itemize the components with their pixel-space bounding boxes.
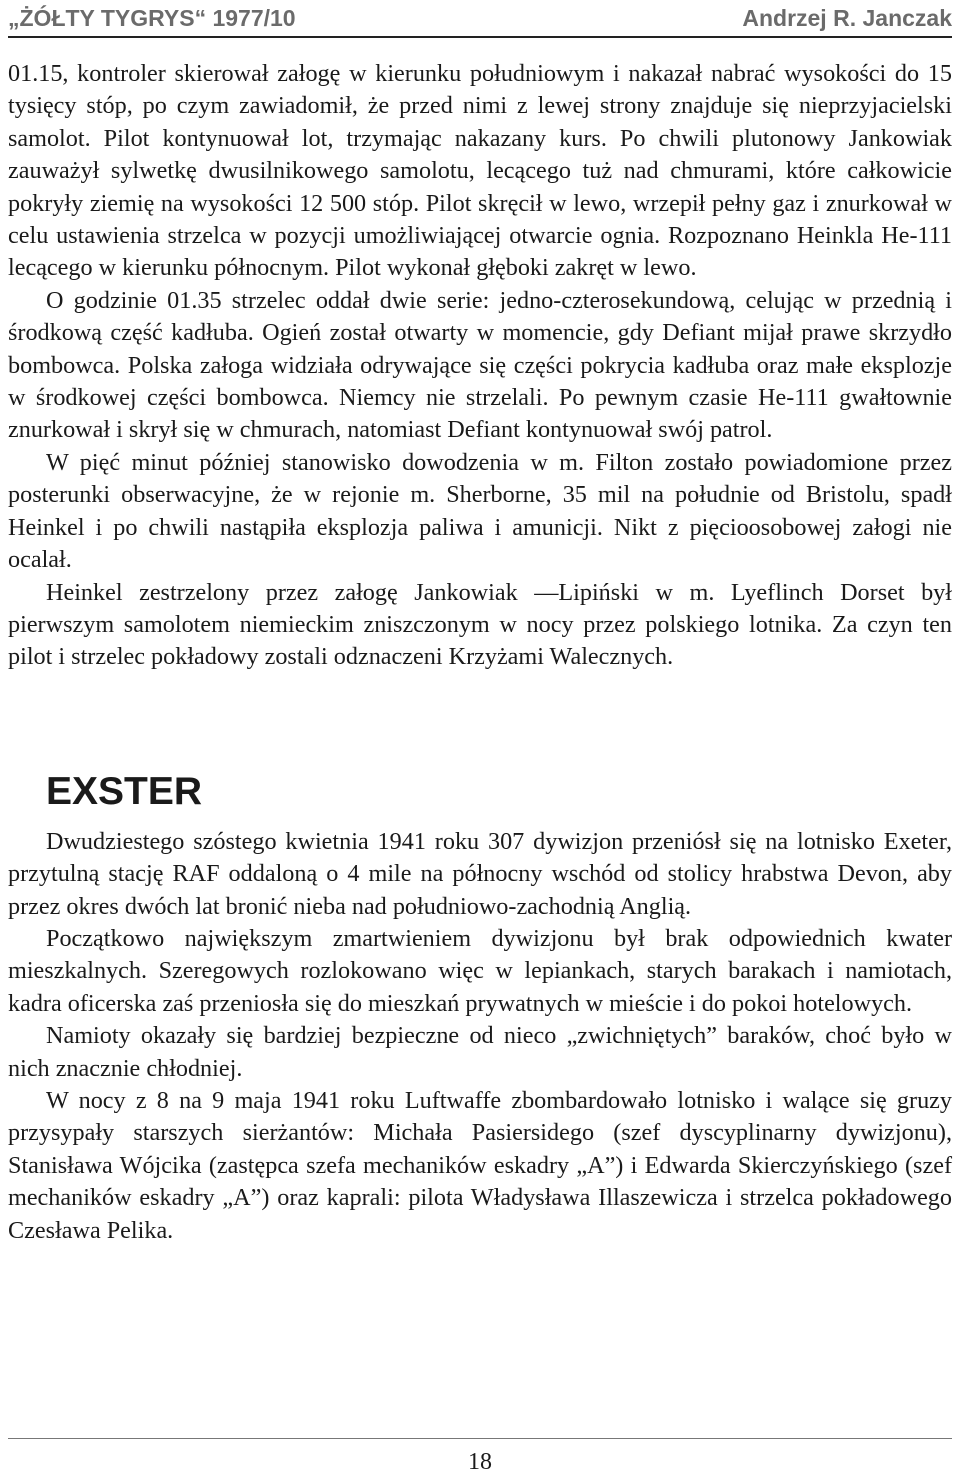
section-paragraph-3: Namioty okazały się bardziej bezpieczne od nieco „zwichniętych” baraków, choć było w nich znacznie chłodniej.: [8, 1022, 952, 1082]
page-number: 18: [468, 1449, 492, 1475]
section-paragraph-4: W nocy z 8 na 9 maja 1941 roku Luftwaffe zbombardowało lotnisko i walące się gruzy przysypały starszych sierżantów: Michała Pasiersidego (szef dyscyplinarny dywizjonu), Stanisława Wójcika (zastępca szefa mechaników eskadry „A”) i Edwarda Skierczyńskiego (szef mechaników eskadry „A”) oraz kapralі: pilota Władysława Illaszewicza i strzelca pokładowego Czesława Pelika.: [8, 1086, 952, 1244]
footer-divider: [8, 1438, 952, 1439]
paragraph-2: O godzinie 01.35 strzelec oddał dwie serie: jedno-czterosekundową, celując w przednią i środkową część kadłuba. Ogień został otwarty w momencie, gdy Defiant mijał prawe skrzydło bombowca. Polska załoga widziała odrywające się części pokrycia kadłuba oraz małe eksplozje w środkowej części bombowca. Niemcy nie strzelali. Po pewnym czasie He-111 gwałtownie znurkował i skrył się w chmurach, natomiast Defiant kontynuował swój patrol.: [8, 286, 952, 444]
page-body: [8, 58, 952, 1247]
paragraph-1: 01.15, kontroler skierował załogę w kierunku południowym i nakazał nabrać wysokości do 15 tysięcy stóp, po czym zawiadomił, że przed nimi z lewej strony znajduje się nieprzyjacielski samolot. Pilot kontynuował lot, trzymając nakazany kurs. Po chwili plutonowy Jankowiak zauważył sylwetkę dwusilnikowego samolotu, lecącego tuż nad chmurami, które całkowicie pokryły ziemię na wysokości 12 500 stóp. Pilot skręcił w lewo, wrzepił pełny gaz i znurkował w celu ustawienia strzelca w pozycji umożliwiającej otwarcie ognia. Rozpoznano Heinkla He-111 lecącego w kierunku północnym. Pilot wykonał głęboki zakręt w lewo.: [8, 60, 952, 282]
header-author: Andrzej R. Janczak: [742, 5, 952, 31]
section-paragraph-1: Dwudziestego szóstego kwietnia 1941 roku 307 dywizjon przeniósł się na lotnisko Exeter, przytulną stację RAF oddaloną o 4 mile na północny wschód od stolicy hrabstwa Devon, aby przez okres dwóch lat bronić nieba nad południowo-zachodnią Anglią.: [8, 827, 952, 920]
section-paragraph-2: Początkowo największym zmartwieniem dywizjonu był brak odpowiednich kwater mieszkalnych. Szeregowych rozlokowano więc w lepiankach, starych barakach i namiotach, kadra oficerska zaś przeniosła się do mieszkań prywatnych w mieście i do pokoi hotelowych.: [8, 924, 952, 1017]
running-header: [8, 2, 952, 38]
paragraph-3: W pięć minut później stanowisko dowodzenia w m. Filton zostało powiadomione przez posterunki obserwacyjne, że w rejonie m. Sherborne, 35 mil na południe od Bristolu, spadł Heinkel i po chwili nastąpiła eksplozja paliwa i amunicji. Nikt z pięcioosobowej załogi nie ocalał.: [8, 448, 952, 574]
header-title: „ŻÓŁTY TYGRYS“ 1977/10: [8, 5, 296, 31]
section-heading: EXSTER: [46, 769, 203, 813]
paragraph-4: Heinkel zestrzelony przez załogę Jankowiak —Lipiński w m. Lyeflinch Dorset był pierwszym samolotem niemieckim zniszczonym w nocy przez polskiego lotnika. Za czyn ten pilot i strzelec pokładowy zostali odznaczeni Krzyżami Walecznych.: [8, 578, 952, 671]
